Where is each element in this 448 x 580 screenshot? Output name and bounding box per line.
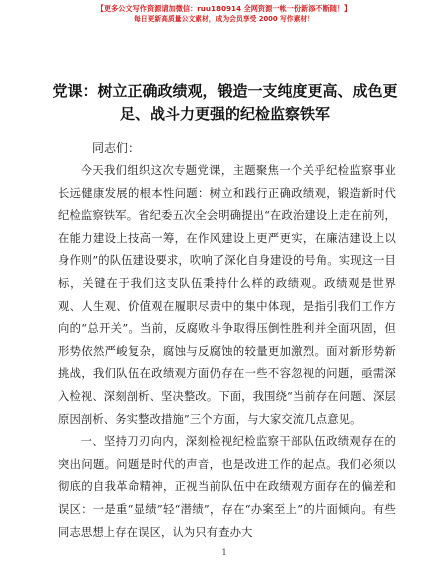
page-number: 1	[221, 548, 227, 557]
promo-banner-line-1: 【更多公文写作资源请加微信：ruu180914 全网资源一帐一份新添不断随！】	[96, 4, 352, 13]
promo-banner-line-2: 每日更新高质量公文素材，成为会员享受 2000 写作素材！	[134, 15, 314, 23]
promo-banner	[0, 4, 448, 24]
paragraph-section-1: 一、坚持刀刃向内，深刻检视纪检监察干部队伍政绩观存在的突出问题。问题是时代的声音，也是改进工作的起点。我们必须以彻底的自我革命精神，正视当前队伍中在政绩观方面存在的偏差和误区：一是重“显绩”轻“潜绩”，存在“办案至上”的片面倾向。有些同志思想上存在误区，认为只有查办大	[58, 435, 396, 539]
document-title: 党课：树立正确政绩观，锻造一支纯度更高、成色更足、战斗力更强的纪检监察铁军	[52, 82, 398, 123]
paragraph-intro: 今天我们组织这次专题党课，主题聚焦一个关乎纪检监察事业长远健康发展的根本性问题：树立和践行正确政绩观，锻造新时代纪检监察铁军。省纪委五次全会明确提出“在政治建设上走在前列，在能力建设上技高一筹，在作风建设上更严更实，在廉洁建设上以身作则”的队伍建设要求，吹响了深化自身建设的号角。实现这一目标，关键在于我们这支队伍秉持什么样的政绩观。政绩观是世界观、人生观、价值观在履职尽责中的集中体现，是指引我们工作方向的“总开关”。当前，反腐败斗争取得压倒性胜利并全面巩固，但形势依然严峻复杂，腐蚀与反腐蚀的较量更加激烈。面对新形势新挑战，我们队伍在政绩观方面仍存在一些不容忽视的问题，亟需深入检视、深刻剖析、坚决整改。下面，我围绕“当前存在问题、深层原因剖析、务实整改措施”三个方面，与大家交流几点意见。	[58, 164, 396, 426]
document-body	[58, 160, 396, 544]
salutation: 同志们：	[92, 141, 141, 155]
